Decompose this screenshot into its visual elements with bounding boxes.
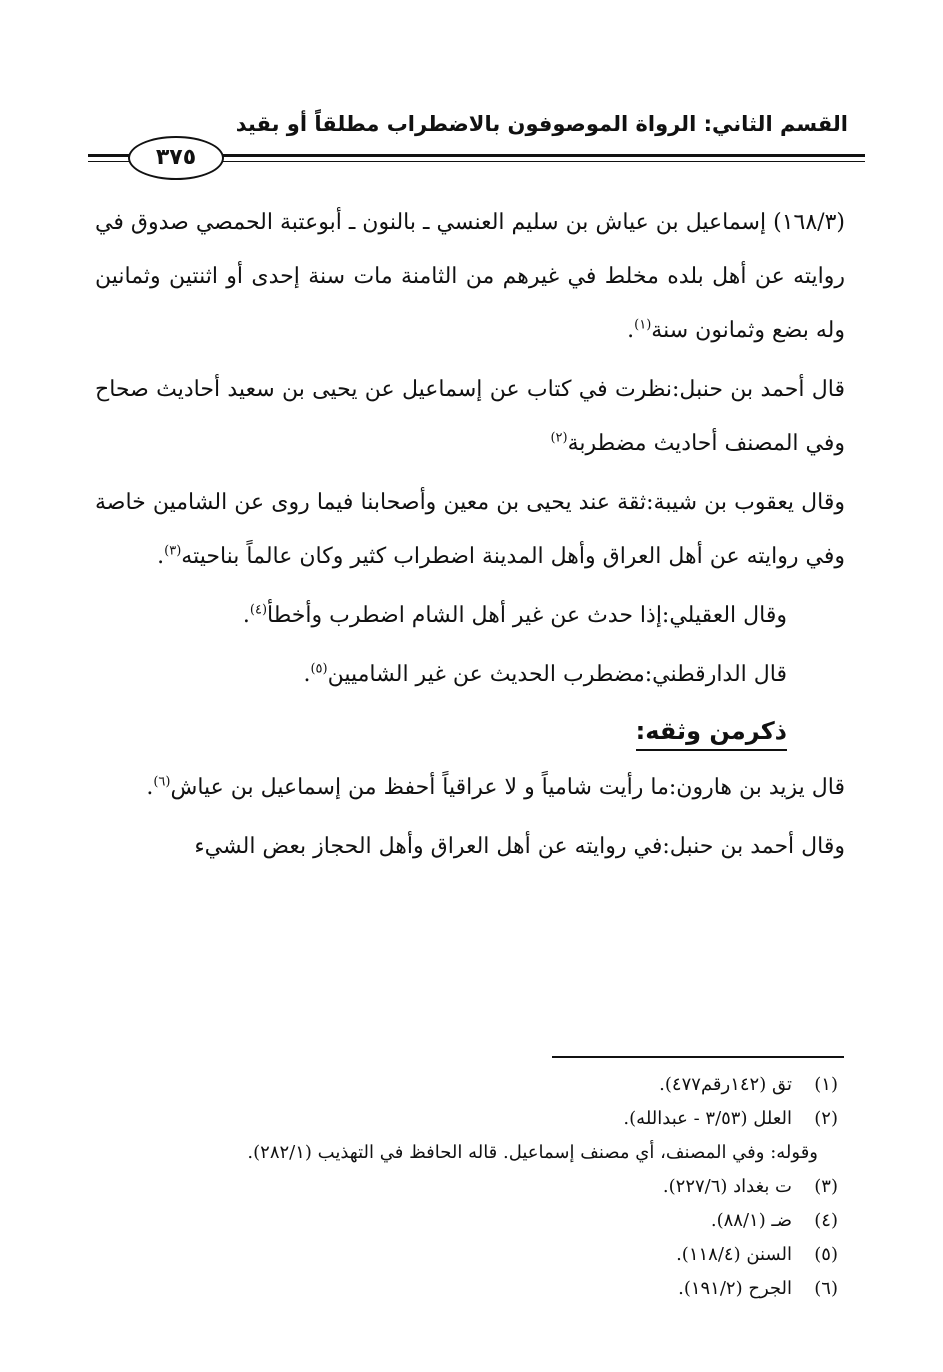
page-number-badge: ٣٧٥ [128, 136, 224, 180]
footnotes [118, 1068, 838, 1306]
paragraph-yazid: قال يزيد بن هارون:ما رأيت شامياً و لا عراقياً أحفظ من إسماعيل بن عياش$^{(٦)}$. [146, 774, 845, 800]
footnote-ref-1: (١) [634, 317, 652, 333]
footnote-ref-2: (٢) [550, 430, 568, 446]
main-text [95, 196, 845, 879]
footnote-2: (٢)العلل (٣/٥٣ - عبدالله). [623, 1108, 838, 1129]
footnote-2-continuation: وقوله: وفي المصنف، أي مصنف إسماعيل. قاله الحافظ في التهذيب (٢٨٢/١). [247, 1142, 818, 1163]
footnote-1: (١)تق (١٤٢رقم٤٧٧). [659, 1074, 838, 1095]
footnote-ref-5: (٥) [310, 661, 328, 677]
footnote-separator [552, 1056, 844, 1058]
footnote-4: (٤)ضـ (٨٨/١). [710, 1210, 838, 1231]
footnote-ref-6: (٦) [153, 774, 171, 790]
paragraph-ahmad-2: وقال أحمد بن حنبل:في روايته عن أهل العراق وأهل الحجاز بعض الشيء [194, 834, 845, 859]
footnote-ref-4: (٤) [249, 602, 268, 618]
footnote-5: (٥)السنن (١١٨/٤). [676, 1244, 838, 1265]
section-heading: ذكرمن وثقه: [636, 713, 787, 751]
footnote-3: (٣)ت بغداد (٢٢٧/٦). [662, 1176, 838, 1197]
paragraph-ahmad: قال أحمد بن حنبل:نظرت في كتاب عن إسماعيل عن يحيى بن سعيد أحاديث صحاح وفي المصنف أحاديث مضطربة$^{(٢)}$ [95, 377, 845, 456]
paragraph-yaqub: وقال يعقوب بن شيبة:ثقة عند يحيى بن معين وأصحابنا فيما روى عن الشامين خاصة وفي روايته عن أهل العراق وأهل المدينة اضطراب كثير وكان عالماً بناحيته$^{(٣)}$. [95, 490, 845, 569]
paragraph-narrator-entry: (١٦٨/٣) إسماعيل بن عياش بن سليم العنسي ـ بالنون ـ أبوعتبة الحمصي صدوق في روايته عن أهل بلده مخلط في غيرهم من الثامنة مات سنة إحدى أو اثنتين وثمانين وله بضع وثمانون سنة$^{(١)}$. [95, 210, 845, 343]
footnote-ref-3: (٣) [164, 543, 182, 559]
running-title: القسم الثاني: الرواة الموصوفون بالاضطراب مطلقاً أو بقيد [235, 112, 848, 136]
paragraph-daraqutni: قال الدارقطني:مضطرب الحديث عن غير الشاميين$^{(٥)}$. [303, 661, 787, 687]
paragraph-uqayli: وقال العقيلي:إذا حدث عن غير أهل الشام اضطرب وأخطأ$^{(٤)}$. [242, 602, 787, 628]
footnote-6: (٦)الجرح (١٩١/٢). [678, 1278, 838, 1299]
